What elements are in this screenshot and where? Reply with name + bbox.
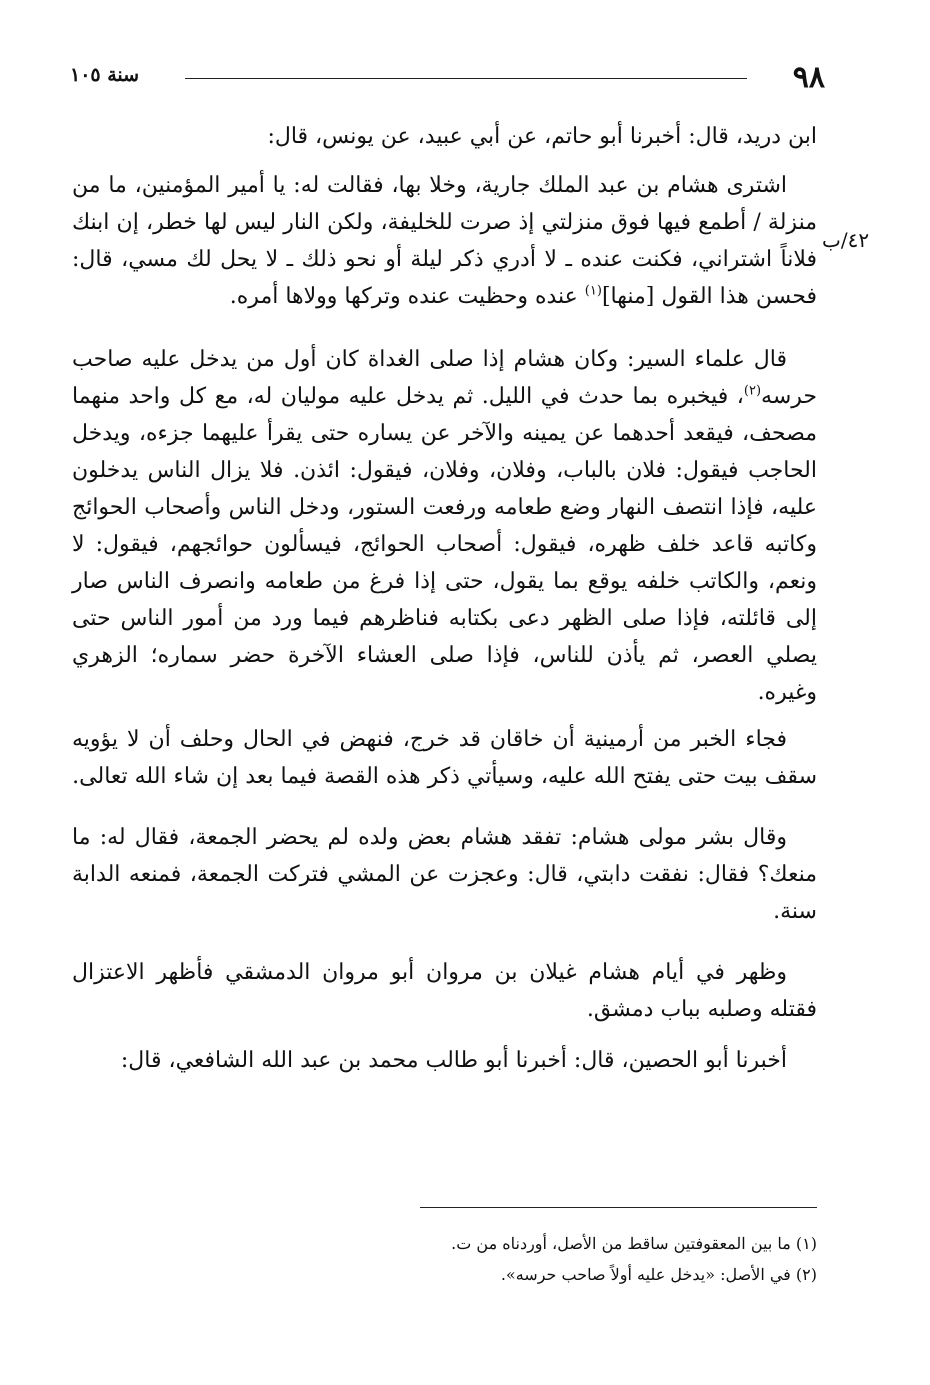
paragraph-text-tail: عنده وحظيت عنده وتركها وولاها أمره. [229, 284, 585, 309]
footnote-ref-1: (١) [584, 283, 602, 299]
footnotes [300, 1228, 817, 1290]
footnote-separator [420, 1207, 817, 1208]
manuscript-folio-marker: ٤٢/ب [822, 228, 870, 252]
paragraph-armenia-news: فجاء الخبر من أرمينية أن خاقان قد خرج، فنهض في الحال وحلف أن لا يؤويه سقف بيت حتى يفتح الله عليه، وسيأتي ذكر هذه القصة فيما بعد إن شاء الله تعالى. [72, 727, 817, 789]
paragraph-isnad-2: أخبرنا أبو الحصين، قال: أخبرنا أبو طالب محمد بن عبد الله الشافعي، قال: [120, 1048, 787, 1073]
running-head: سنة ١٠٥ [70, 64, 140, 86]
paragraph-text: اشترى هشام بن عبد الملك جارية، وخلا بها، فقالت له: يا أمير المؤمنين، ما من منزلة / أطمع فيها فوق منزلتي إذ صرت للخليفة، ولكن النار ليس لها خطر، إن ابنك فلاناً اشتراني، فكنت عنده ـ لا أدري ذكر ليلة أو نحو ذلك ـ لا يحل لك مسي، قال: فحسن هذا القول [منها] [72, 173, 817, 309]
paragraph-bishr: وقال بشر مولى هشام: تفقد هشام بعض ولده لم يحضر الجمعة، فقال له: ما منعك؟ فقال: نفقت دابتي، قال: وعجزت عن المشي فتركت الجمعة، فمنعه الدابة سنة. [72, 825, 817, 924]
paragraph-ghaylan: وظهر في أيام هشام غيلان بن مروان أبو مروان الدمشقي فأظهر الاعتزال فقتله وصلبه بباب دمشق. [72, 960, 817, 1022]
main-text [72, 118, 817, 1079]
footnote-2: (٢) في الأصل: «يدخل عليه أولاً صاحب حرسه». [500, 1265, 817, 1284]
paragraph-daily-routine [72, 341, 817, 711]
paragraph-text-tail: ، فيخبره بما حدث في الليل. ثم يدخل عليه موليان له، مع كل واحد منهما مصحف، فيقعد أحدهما عن يمينه والآخر عن يساره حتى يقرأ عليهما جزءه، ويدخل الحاجب فيقول: فلان بالباب، وفلان، وفلان، فيقول: ائذن. فلا يزال الناس يدخلون عليه، فإذا انتصف النهار وضع طعامه ورفعت الستور، ودخل الناس وأصحاب الحوائج وكاتبه قاعد خلف ظهره، فيقول: أصحاب الحوائج، فيسألون حوائجهم، فيقول: لا ونعم، والكاتب خلفه يوقع بما يقول، حتى إذا فرغ من طعامه وانصرف الناس صار إلى قائلته، فإذا صلى الظهر دعى بكتابه فناظرهم فيما ورد من أمور الناس حتى يصلي العصر، ثم يأذن للناس، فإذا صلى العشاء الآخرة حضر سماره؛ الزهري وغيره. [72, 384, 817, 705]
paragraph-text: قال علماء السير: وكان هشام إذا صلى الغداة كان أول من يدخل عليه صاحب حرسه [72, 347, 817, 409]
footnote-ref-2: (٢) [743, 383, 762, 399]
page-header [70, 58, 825, 98]
paragraph-isnad-1: ابن دريد، قال: أخبرنا أبو حاتم، عن أبي عبيد، عن يونس، قال: [267, 124, 817, 149]
header-rule [185, 78, 747, 79]
paragraph-anecdote [72, 167, 817, 315]
footnote-1: (١) ما بين المعقوفتين ساقط من الأصل، أوردناه من ت. [451, 1234, 817, 1253]
page-number: ٩٨ [792, 60, 825, 95]
